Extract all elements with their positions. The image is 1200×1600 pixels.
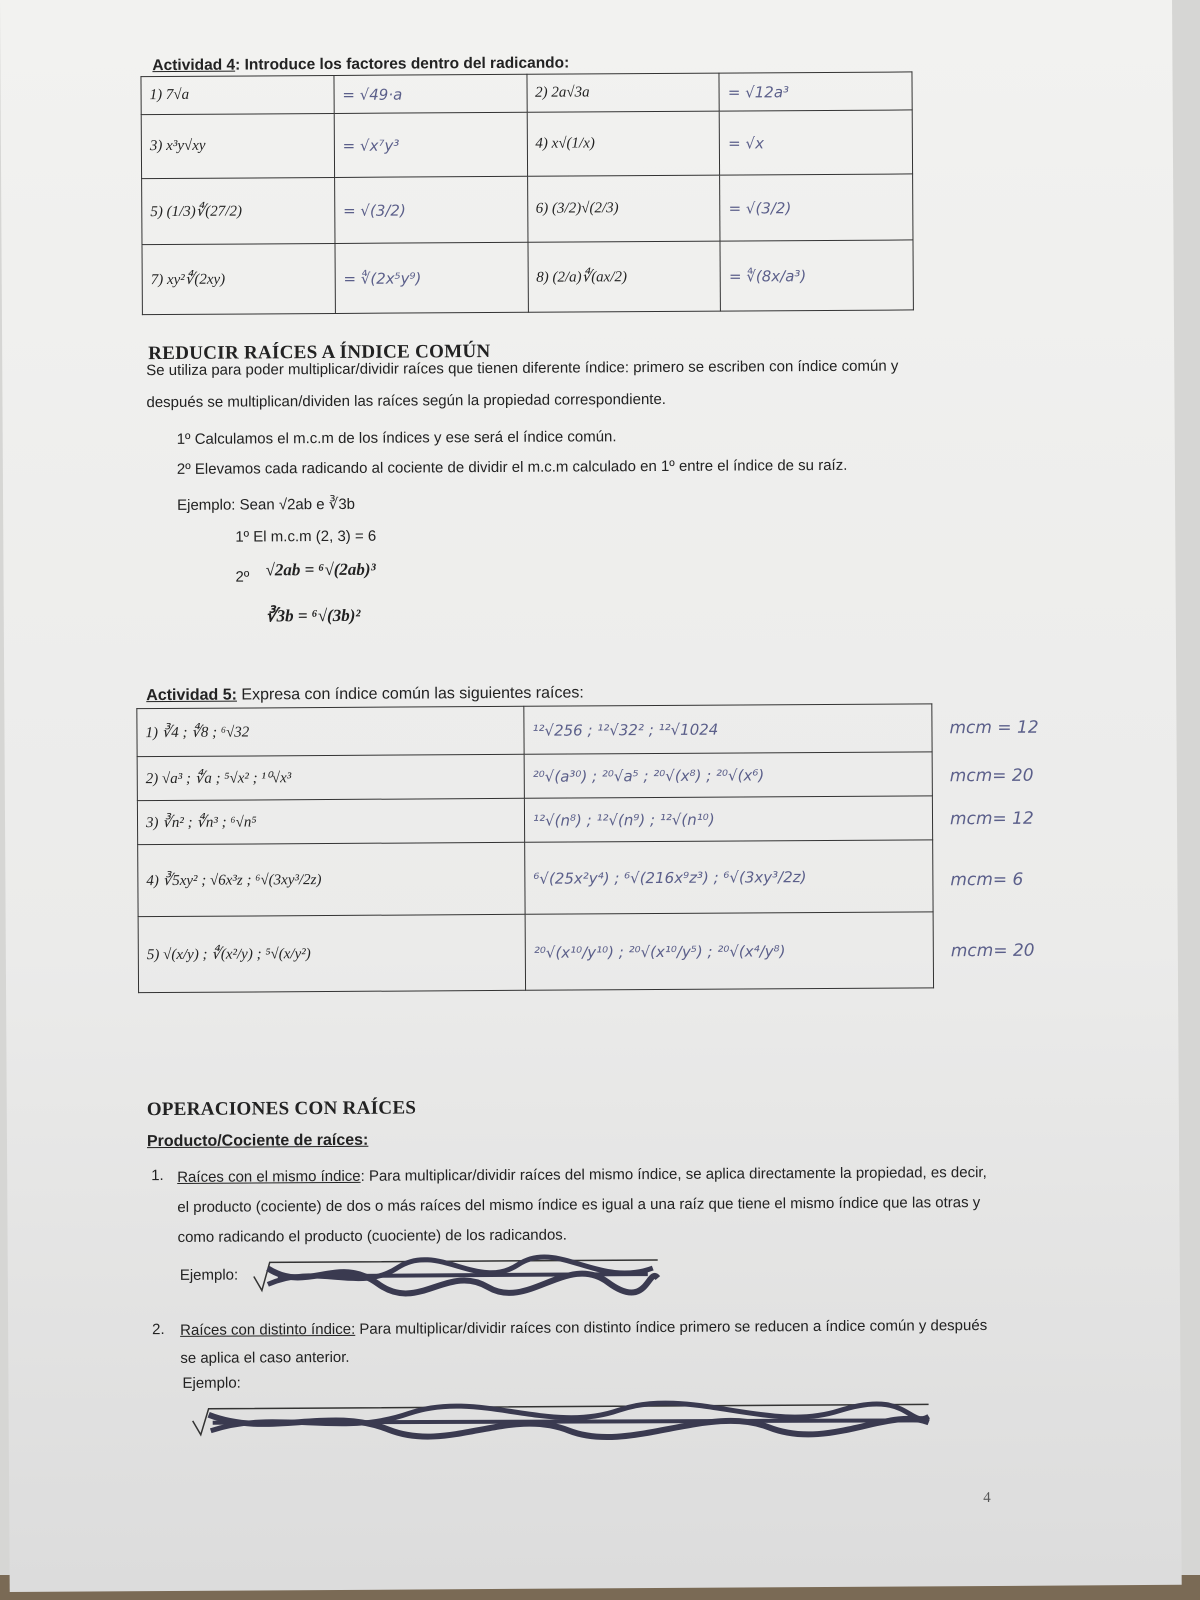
- activity-5-title: Actividad 5: Expresa con índice común las siguientes raíces:: [146, 684, 584, 705]
- answer-cell: = ∜(2x⁵y⁹): [335, 242, 528, 313]
- reducir-example-formula-2: ∛3b = ⁶√(3b)²: [265, 605, 361, 626]
- subheading-producto: Producto/Cociente de raíces:: [146, 1131, 369, 1151]
- table-row: [137, 704, 932, 757]
- question-cell: 8) (2/a)∜(ax/2): [527, 241, 720, 312]
- answer-cell: ¹²√256 ; ¹²√32² ; ¹²√1024: [524, 704, 932, 754]
- question-cell: 5) (1/3)∜(27/2): [142, 177, 335, 244]
- table-row: [138, 840, 933, 917]
- handwritten-note: mcm= 20: [949, 765, 1034, 787]
- item-1-text: Raíces con el mismo índice: Para multiplicar/dividir raíces del mismo índice, se aplica directamente la propiedad, es decir, el producto (cociente) de dos o más raíces del mismo índice es igual a una raíz que tiene el mismo índice que las otras y como radicando el producto (cuociente) de los radicandos.: [177, 1163, 987, 1246]
- reducir-example-formula-1: √2ab = ⁶√(2ab)³: [265, 559, 376, 580]
- answer-cell: = √49·a: [334, 74, 527, 113]
- reducir-example: Ejemplo: Sean √2ab e ∛3b: [177, 495, 356, 514]
- section-heading-operaciones: OPERACIONES CON RAÍCES: [146, 1097, 417, 1121]
- question-cell: 3) x³y√xy: [141, 113, 334, 178]
- activity-5-table: [136, 703, 934, 993]
- question-cell: 3) ∛n² ; ∜n³ ; ⁶√n⁵: [137, 798, 524, 844]
- item-2-link: Raíces con distinto índice:: [180, 1320, 356, 1339]
- question-cell: 1) 7√a: [141, 75, 334, 114]
- question-cell: 4) ∛5xy² ; √6x³z ; ⁶√(3xy³/2z): [138, 842, 525, 916]
- activity-4-table: [140, 71, 913, 315]
- table-row: [141, 72, 912, 115]
- item-number-2: 2.: [152, 1321, 165, 1339]
- answer-cell: ⁶√(25x²y⁴) ; ⁶√(216x⁹z³) ; ⁶√(3xy³/2z): [525, 840, 933, 914]
- answer-cell: = ∜(8x/a³): [720, 240, 913, 311]
- answer-cell: = √x⁷y³: [334, 112, 527, 177]
- answer-cell: ²⁰√(a³⁰) ; ²⁰√a⁵ ; ²⁰√(x⁸) ; ²⁰√(x⁶): [524, 752, 932, 798]
- answer-cell: = √x: [719, 110, 912, 175]
- item-1-link: Raíces con el mismo índice: [177, 1167, 361, 1186]
- item-number-1: 1.: [151, 1167, 164, 1185]
- question-cell: 7) xy²∜(2xy): [142, 243, 335, 314]
- handwritten-note: mcm= 12: [949, 808, 1034, 830]
- page-number: 4: [983, 1489, 991, 1507]
- table-row: [137, 752, 932, 801]
- table-row: [142, 174, 913, 245]
- answer-cell: ²⁰√(x¹⁰/y¹⁰) ; ²⁰√(x¹⁰/y⁵) ; ²⁰√(x⁴/y⁸): [525, 912, 933, 990]
- table-row: [141, 110, 912, 179]
- question-cell: 2) 2a√3a: [526, 73, 719, 112]
- item-2-text: Raíces con distinto índice: Para multiplicar/dividir raíces con distinto índice primero se reducen a índice común y después se aplica el caso anterior.: [180, 1316, 988, 1367]
- answer-cell: ¹²√(n⁸) ; ¹²√(n⁹) ; ¹²√(n¹⁰): [524, 796, 932, 842]
- reducir-paragraph: Se utiliza para poder multiplicar/dividir raíces que tienen diferente índice: primero se escriben con índice común y después se multiplican/dividen las raíces según la propiedad correspondiente.: [146, 357, 899, 412]
- answer-cell: = √12a³: [719, 72, 912, 111]
- reducir-step-1: 1º Calculamos el m.c.m de los índices y ese será el índice común.: [176, 428, 617, 448]
- table-row: [137, 796, 932, 845]
- answer-cell: = √(3/2): [334, 176, 527, 243]
- handwritten-note: mcm= 6: [950, 869, 1024, 891]
- handwritten-note: mcm= 20: [950, 940, 1035, 962]
- table-row: [138, 912, 933, 993]
- question-cell: 6) (3/2)√(2/3): [527, 175, 720, 242]
- question-cell: 4) x√(1/x): [527, 111, 720, 176]
- question-cell: 5) √(x/y) ; ∜(x²/y) ; ⁵√(x/y²): [138, 914, 525, 992]
- item-2-example-label: Ejemplo:: [182, 1374, 241, 1392]
- reducir-step-2: 2º Elevamos cada radicando al cociente de dividir el m.c.m calculado en 1º entre el índice de su raíz.: [176, 456, 848, 478]
- section-heading-reducir: REDUCIR RAÍCES A ÍNDICE COMÚN: [148, 341, 491, 365]
- reducir-example-step-2-label: 2º: [235, 568, 250, 586]
- reducir-example-step-1: 1º El m.c.m (2, 3) = 6: [235, 527, 377, 546]
- item-1-example-label: Ejemplo:: [179, 1266, 239, 1284]
- question-cell: 2) √a³ ; ∜a ; ⁵√x² ; ¹⁰√x³: [137, 754, 524, 800]
- scribbled-example: [189, 1398, 939, 1447]
- answer-cell: = √(3/2): [720, 174, 913, 241]
- handwritten-note: mcm = 12: [949, 717, 1039, 739]
- activity-4-title: Actividad 4: Introduce los factores dentro del radicando:: [152, 54, 570, 75]
- scribbled-example: [248, 1252, 668, 1299]
- question-cell: 1) ∛4 ; ∜8 ; ⁶√32: [137, 706, 524, 756]
- table-row: [142, 240, 913, 315]
